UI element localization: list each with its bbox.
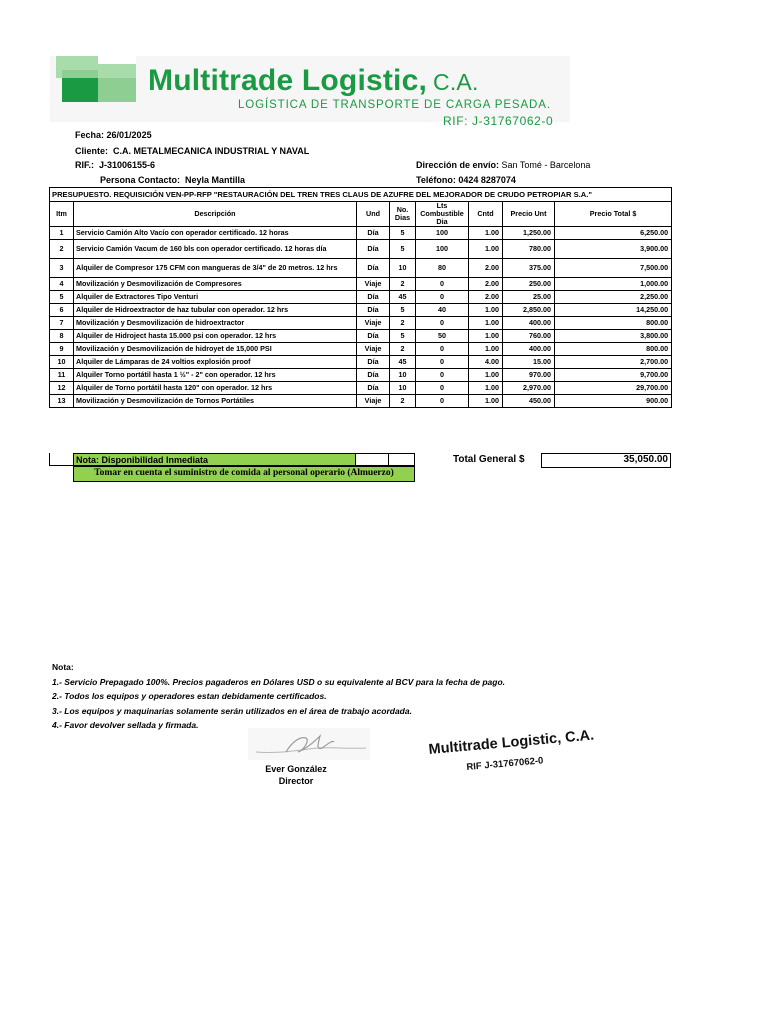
- cell-lts: 0: [416, 368, 469, 381]
- date-line: Fecha: 26/01/2025: [75, 130, 152, 140]
- note-item: 4.- Favor devolver sellada y firmada.: [52, 720, 199, 730]
- header-lts: Lts Combustible Dia: [416, 202, 469, 227]
- cell-cntd: 2.00: [469, 277, 503, 290]
- cell-dias: 2: [390, 277, 416, 290]
- company-brand: Multitrade Logistic, C.A.: [148, 64, 479, 97]
- cell-und: Día: [357, 355, 390, 368]
- cell-total: 3,800.00: [555, 329, 672, 342]
- note-row-left: [49, 453, 73, 466]
- table-row: [50, 394, 672, 407]
- note-item: 2.- Todos los equipos y operadores estan debidamente certificados.: [52, 691, 327, 701]
- cell-cntd: 1.00: [469, 381, 503, 394]
- cell-cntd: 2.00: [469, 290, 503, 303]
- cell-total: 800.00: [555, 342, 672, 355]
- contact-line: Persona Contacto: Neyla Mantilla: [100, 175, 246, 185]
- cell-itm: 6: [50, 303, 74, 316]
- cell-precio: 2,970.00: [503, 381, 555, 394]
- cell-und: Viaje: [357, 316, 390, 329]
- cell-precio: 1,250.00: [503, 226, 555, 239]
- table-row: [50, 239, 672, 258]
- cell-desc: Movilización y Desmovilización de hidroextractor: [74, 316, 357, 329]
- cell-desc: Alquiler Torno portátil hasta 1 ½" - 2" con operador. 12 hrs: [74, 368, 357, 381]
- cell-desc: Servicio Camión Alto Vacío con operador certificado. 12 horas: [74, 226, 357, 239]
- cell-total: 1,000.00: [555, 277, 672, 290]
- cell-total: 2,700.00: [555, 355, 672, 368]
- header-precio: Precio Unt: [503, 202, 555, 227]
- company-stamp-rif: RIF J-31767062-0: [466, 755, 544, 773]
- cell-cntd: 1.00: [469, 368, 503, 381]
- cell-desc: Alquiler de Torno portátil hasta 120" con operador. 12 hrs: [74, 381, 357, 394]
- cell-total: 7,500.00: [555, 258, 672, 277]
- cell-precio: 400.00: [503, 316, 555, 329]
- client-line: Cliente: C.A. METALMECANICA INDUSTRIAL Y NAVAL: [75, 146, 310, 156]
- cell-desc: Alquiler de Hidroextractor de haz tubular con operador. 12 hrs: [74, 303, 357, 316]
- cell-und: Día: [357, 381, 390, 394]
- cell-dias: 5: [390, 329, 416, 342]
- cell-cntd: 1.00: [469, 316, 503, 329]
- company-stamp: Multitrade Logistic, C.A.: [428, 727, 595, 758]
- table-row: [50, 316, 672, 329]
- header-und: Und: [357, 202, 390, 227]
- availability-note: Nota: Disponibilidad Inmediata: [73, 453, 356, 466]
- cell-desc: Alquiler de Lámparas de 24 voltios explosión proof: [74, 355, 357, 368]
- quote-title: PRESUPUESTO. REQUISICIÓN VEN-PP-RFP "RESTAURACIÓN DEL TREN TRES CLAUS DE AZUFRE DEL MEJORADOR DE CRUDO PETROPIAR S.A.": [50, 188, 672, 202]
- cell-und: Día: [357, 303, 390, 316]
- cell-precio: 450.00: [503, 394, 555, 407]
- cell-precio: 400.00: [503, 342, 555, 355]
- cell-cntd: 1.00: [469, 329, 503, 342]
- cell-dias: 2: [390, 394, 416, 407]
- cell-precio: 375.00: [503, 258, 555, 277]
- cell-itm: 2: [50, 239, 74, 258]
- cell-lts: 80: [416, 258, 469, 277]
- cell-lts: 0: [416, 394, 469, 407]
- quote-title-row: [50, 188, 672, 202]
- cell-lts: 0: [416, 316, 469, 329]
- cell-dias: 10: [390, 258, 416, 277]
- cell-cntd: 1.00: [469, 342, 503, 355]
- cell-und: Viaje: [357, 394, 390, 407]
- table-row: [50, 258, 672, 277]
- cell-und: Día: [357, 258, 390, 277]
- cell-desc: Movilización y Desmovilización de hidroyet de 15,000 PSI: [74, 342, 357, 355]
- cell-itm: 4: [50, 277, 74, 290]
- cell-precio: 25.00: [503, 290, 555, 303]
- header-total: Precio Total $: [555, 202, 672, 227]
- cell-desc: Alquiler de Extractores Tipo Venturi: [74, 290, 357, 303]
- table-row: [50, 329, 672, 342]
- table-row: [50, 355, 672, 368]
- cell-und: Viaje: [357, 342, 390, 355]
- cell-desc: Alquiler de Compresor 175 CFM con mangueras de 3/4" de 20 metros. 12 hrs: [74, 258, 357, 277]
- cell-lts: 0: [416, 355, 469, 368]
- cell-cntd: 1.00: [469, 394, 503, 407]
- total-label: Total General $: [453, 454, 525, 465]
- cell-precio: 250.00: [503, 277, 555, 290]
- header-cntd: Cntd: [469, 202, 503, 227]
- cell-dias: 2: [390, 316, 416, 329]
- cell-itm: 12: [50, 381, 74, 394]
- client-rif-line: RIF.: J-31006155-6: [75, 160, 156, 170]
- cell-itm: 7: [50, 316, 74, 329]
- cell-cntd: 2.00: [469, 258, 503, 277]
- signer-name: Ever González: [265, 764, 327, 774]
- cell-und: Día: [357, 329, 390, 342]
- cell-cntd: 1.00: [469, 226, 503, 239]
- cell-itm: 1: [50, 226, 74, 239]
- signer-block: [264, 763, 328, 787]
- cell-dias: 10: [390, 381, 416, 394]
- cell-dias: 5: [390, 226, 416, 239]
- notes-title: Nota:: [52, 662, 74, 672]
- cell-total: 6,250.00: [555, 226, 672, 239]
- table-row: [50, 368, 672, 381]
- cell-total: 900.00: [555, 394, 672, 407]
- company-tagline: LOGÍSTICA DE TRANSPORTE DE CARGA PESADA.: [238, 99, 551, 111]
- cell-total: 2,250.00: [555, 290, 672, 303]
- note-item: 1.- Servicio Prepagado 100%. Precios pagaderos en Dólares USD o su equivalente al BCV para la fecha de pago.: [52, 676, 506, 687]
- cell-total: 800.00: [555, 316, 672, 329]
- signer-role: Director: [278, 776, 314, 786]
- cell-precio: 760.00: [503, 329, 555, 342]
- cell-dias: 5: [390, 239, 416, 258]
- cell-precio: 2,850.00: [503, 303, 555, 316]
- cell-dias: 2: [390, 342, 416, 355]
- cell-total: 3,900.00: [555, 239, 672, 258]
- table-row: [50, 290, 672, 303]
- cell-desc: Movilización y Desmovilización de Compresores: [74, 277, 357, 290]
- header-itm: Itm: [50, 202, 74, 227]
- cell-desc: Alquiler de Hidroject hasta 15.000 psi con operador. 12 hrs: [74, 329, 357, 342]
- shipping-address-line: Dirección de envío: San Tomé - Barcelona: [416, 160, 591, 170]
- cell-lts: 0: [416, 290, 469, 303]
- cell-und: Día: [357, 226, 390, 239]
- note-cell-empty: [389, 453, 415, 466]
- cell-lts: 100: [416, 239, 469, 258]
- cell-lts: 40: [416, 303, 469, 316]
- cell-und: Día: [357, 368, 390, 381]
- cell-lts: 0: [416, 342, 469, 355]
- table-row: [50, 381, 672, 394]
- header-desc: Descripción: [74, 202, 357, 227]
- table-row: [50, 226, 672, 239]
- table-header-row: [50, 202, 672, 227]
- cell-desc: Servicio Camión Vacum de 160 bls con operador certificado. 12 horas día: [74, 239, 357, 258]
- cell-precio: 970.00: [503, 368, 555, 381]
- cell-itm: 9: [50, 342, 74, 355]
- cell-desc: Movilización y Desmovilización de Tornos Portátiles: [74, 394, 357, 407]
- cell-und: Viaje: [357, 277, 390, 290]
- food-warning: Tomar en cuenta el suministro de comida al personal operario (Almuerzo): [73, 466, 415, 482]
- header-dias: No. Dias: [390, 202, 416, 227]
- cell-dias: 45: [390, 355, 416, 368]
- note-item: 3.- Los equipos y maquinarias solamente serán utilizados en el área de trabajo acordada.: [52, 705, 412, 716]
- signature-icon: [248, 728, 370, 760]
- cell-itm: 8: [50, 329, 74, 342]
- cell-itm: 13: [50, 394, 74, 407]
- cell-itm: 3: [50, 258, 74, 277]
- cell-lts: 100: [416, 226, 469, 239]
- notes-section: [52, 660, 505, 733]
- cell-lts: 0: [416, 277, 469, 290]
- cell-total: 29,700.00: [555, 381, 672, 394]
- cell-und: Día: [357, 290, 390, 303]
- table-row: [50, 303, 672, 316]
- cell-cntd: 1.00: [469, 303, 503, 316]
- table-row: [50, 277, 672, 290]
- cell-total: 9,700.00: [555, 368, 672, 381]
- cell-itm: 5: [50, 290, 74, 303]
- cell-cntd: 4.00: [469, 355, 503, 368]
- quote-table: [49, 187, 672, 408]
- cell-dias: 5: [390, 303, 416, 316]
- cell-precio: 780.00: [503, 239, 555, 258]
- company-rif: RIF: J-31767062-0: [443, 114, 554, 128]
- cell-itm: 11: [50, 368, 74, 381]
- cell-itm: 10: [50, 355, 74, 368]
- cell-dias: 10: [390, 368, 416, 381]
- cell-dias: 45: [390, 290, 416, 303]
- cell-und: Día: [357, 239, 390, 258]
- cell-lts: 0: [416, 381, 469, 394]
- note-cell-empty: [356, 453, 389, 466]
- total-value: 35,050.00: [541, 453, 671, 468]
- cell-precio: 15.00: [503, 355, 555, 368]
- cell-cntd: 1.00: [469, 239, 503, 258]
- table-row: [50, 342, 672, 355]
- cell-lts: 50: [416, 329, 469, 342]
- cell-total: 14,250.00: [555, 303, 672, 316]
- phone-line: Teléfono: 0424 8287074: [416, 175, 516, 185]
